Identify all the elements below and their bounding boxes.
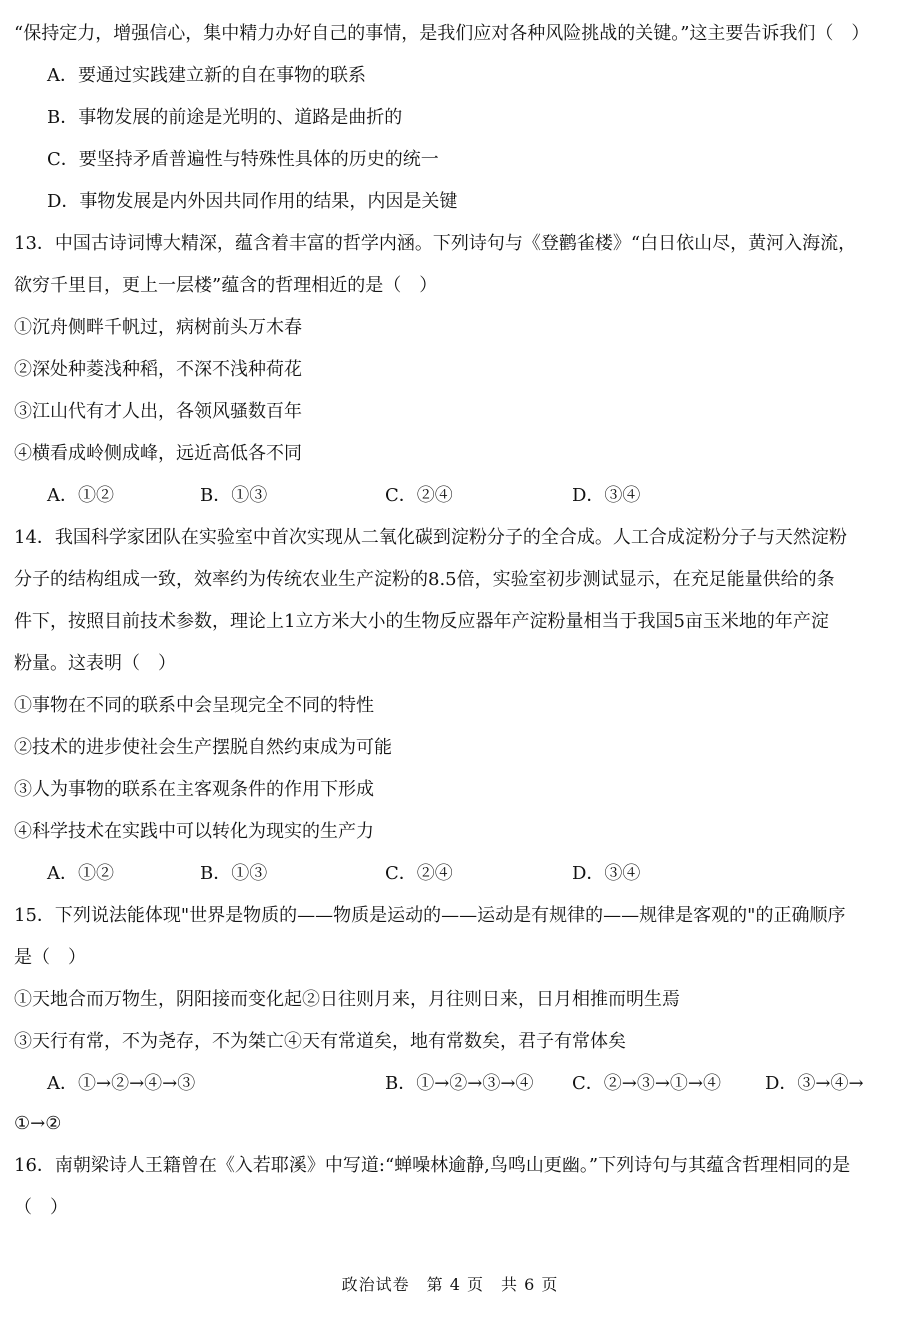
q14-choices — [0, 862, 900, 886]
q14-choice-c: C．②④ — [385, 863, 453, 884]
q14-item-3: ③人为事物的联系在主客观条件的作用下形成 — [14, 779, 374, 800]
q16-stem-line-1: 16．南朝梁诗人王籍曾在《入若耶溪》中写道:“蝉噪林逾静,鸟鸣山更幽。”下列诗句与其蕴含哲理相同的是 — [14, 1155, 851, 1176]
q13-stem-line-1: 13．中国古诗词博大精深，蕴含着丰富的哲学内涵。下列诗句与《登鹳雀楼》“白日依山尽，黄河入海流， — [14, 233, 857, 254]
q14-stem-line-4: 粉量。这表明（ ） — [14, 653, 176, 674]
q15-item-1-2: ①天地合而万物生，阴阳接而变化起②日往则月来，月往则日来，日月相推而明生焉 — [14, 989, 680, 1010]
q13-choices — [0, 484, 900, 508]
q15-item-3-4: ③天行有常，不为尧存，不为桀亡④天有常道矣，地有常数矣，君子有常体矣 — [14, 1031, 626, 1052]
q15-stem-line-1: 15．下列说法能体现"世界是物质的——物质是运动的——运动是有规律的——规律是客观的"的正确顺序 — [14, 905, 846, 926]
q13-choice-c: C．②④ — [385, 485, 453, 506]
q13-item-2: ②深处种菱浅种稻，不深不浅种荷花 — [14, 359, 302, 380]
q12-option-b: B．事物发展的前途是光明的、道路是曲折的 — [47, 107, 403, 128]
q15-choice-a: A．①→②→④→③ — [47, 1073, 196, 1094]
q14-choice-a: A．①② — [47, 863, 114, 884]
q15-choice-b: B．①→②→③→④ — [385, 1073, 534, 1094]
q16-stem-line-2: （ ） — [14, 1197, 68, 1218]
q13-choice-a: A．①② — [47, 485, 114, 506]
q15-stem-line-2: 是（ ） — [14, 947, 86, 968]
page-footer: 政治试卷 第 4 页 共 6 页 — [341, 1275, 559, 1294]
q14-choice-b: B．①③ — [200, 863, 268, 884]
q13-stem-line-2: 欲穷千里目，更上一层楼”蕴含的哲理相近的是（ ） — [14, 275, 438, 296]
q13-item-3: ③江山代有才人出，各领风骚数百年 — [14, 401, 302, 422]
q14-item-4: ④科学技术在实践中可以转化为现实的生产力 — [14, 821, 374, 842]
q15-choice-c: C．②→③→①→④ — [572, 1073, 722, 1094]
q12-option-d: D．事物发展是内外因共同作用的结果，内因是关键 — [47, 191, 458, 212]
q14-stem-line-2: 分子的结构组成一致，效率约为传统农业生产淀粉的8.5倍，实验室初步测试显示，在充足能量供给的条 — [14, 569, 835, 590]
q13-choice-b: B．①③ — [200, 485, 268, 506]
q12-option-c: C．要坚持矛盾普遍性与特殊性具体的历史的统一 — [47, 149, 439, 170]
q13-item-1: ①沉舟侧畔千帆过，病树前头万木春 — [14, 317, 302, 338]
q14-item-1: ①事物在不同的联系中会呈现完全不同的特性 — [14, 695, 374, 716]
q12-option-a: A．要通过实践建立新的自在事物的联系 — [47, 65, 366, 86]
q15-choices — [0, 1072, 900, 1096]
q15-choice-d-wrap: ①→② — [14, 1113, 62, 1134]
q14-item-2: ②技术的进步使社会生产摆脱自然约束成为可能 — [14, 737, 392, 758]
q14-stem-line-1: 14．我国科学家团队在实验室中首次实现从二氧化碳到淀粉分子的全合成。人工合成淀粉分子与天然淀粉 — [14, 527, 847, 548]
q12-stem: “保持定力，增强信心，集中精力办好自己的事情，是我们应对各种风险挑战的关键。”这主要告诉我们（ ） — [14, 23, 870, 44]
q14-choice-d: D．③④ — [572, 863, 641, 884]
q15-choice-d: D．③→④→ — [765, 1073, 864, 1094]
q14-stem-line-3: 件下，按照目前技术参数，理论上1立方米大小的生物反应器年产淀粉量相当于我国5亩玉米地的年产淀 — [14, 611, 829, 632]
q13-item-4: ④横看成岭侧成峰，远近高低各不同 — [14, 443, 302, 464]
q13-choice-d: D．③④ — [572, 485, 641, 506]
